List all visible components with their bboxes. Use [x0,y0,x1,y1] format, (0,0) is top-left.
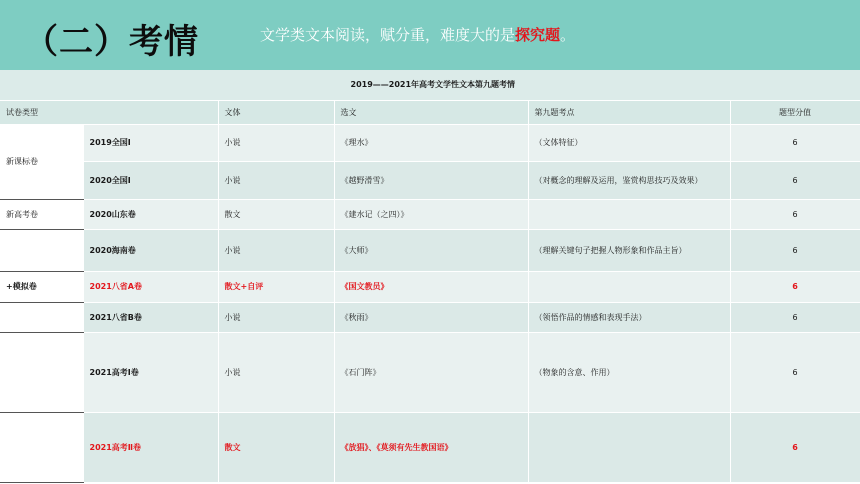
cell-paper: 2020海南卷 [83,229,218,271]
cell-point: （领悟作品的情感和表现手法） [528,302,730,332]
table-row [0,124,860,161]
table-row [0,412,860,482]
group-label: 新课标卷 [0,124,83,199]
table-header-row [0,100,860,124]
cell-point [528,199,730,229]
cell-paper: 2021八省A卷 [83,271,218,302]
cell-text: 《秋雨》 [334,302,528,332]
cell-genre: 小说 [218,124,334,161]
cell-genre: 散文 [218,412,334,482]
group-label: +模拟卷 [0,271,83,302]
cell-point: （文体特征） [528,124,730,161]
header-bar [0,0,860,70]
cell-text: 《越野滑雪》 [334,161,528,199]
cell-text: 《国文教员》 [334,271,528,302]
cell-paper: 2021八省B卷 [83,302,218,332]
cell-score: 6 [730,412,860,482]
cell-text: 《理水》 [334,124,528,161]
col-header-genre: 文体 [218,100,334,124]
cell-text: 《建水记（之四）》 [334,199,528,229]
cell-point [528,412,730,482]
col-header-text: 选文 [334,100,528,124]
cell-paper: 2019全国Ⅰ [83,124,218,161]
group-label-empty [0,302,83,332]
group-label-empty [0,412,83,482]
cell-score: 6 [730,332,860,412]
subtitle-text: 文学类文本阅读，赋分重，难度大的是 [260,26,516,44]
cell-paper: 2020山东卷 [83,199,218,229]
cell-paper: 2021高考Ⅱ卷 [83,412,218,482]
cell-point: （理解关键句子把握人物形象和作品主旨） [528,229,730,271]
exam-table [0,70,860,483]
table-row [0,199,860,229]
cell-score: 6 [730,199,860,229]
col-header-score: 题型分值 [730,100,860,124]
subtitle-highlight: 探究题 [515,26,561,44]
cell-genre: 散文+自评 [218,271,334,302]
cell-score: 6 [730,271,860,302]
group-label: 新高考卷 [0,199,83,229]
subtitle-suffix: 。 [560,26,576,44]
cell-point: （物象的含意、作用） [528,332,730,412]
cell-genre: 小说 [218,332,334,412]
page-title: （二）考情 [24,22,199,62]
table-row [0,302,860,332]
subtitle [260,24,575,45]
cell-text: 《石门阵》 [334,332,528,412]
cell-genre: 小说 [218,229,334,271]
group-label-empty [0,332,83,412]
table-row [0,229,860,271]
cell-text: 《大师》 [334,229,528,271]
cell-text: 《放猖》、《莫须有先生教国语》 [334,412,528,482]
table-caption: 2019——2021年高考文学性文本第九题考情 [0,70,860,100]
cell-score: 6 [730,229,860,271]
group-label-empty [0,229,83,271]
cell-genre: 散文 [218,199,334,229]
cell-genre: 小说 [218,161,334,199]
cell-point: （对概念的理解及运用，鉴赏构思技巧及效果） [528,161,730,199]
cell-point [528,271,730,302]
col-header-paper: 试卷类型 [0,100,218,124]
cell-score: 6 [730,161,860,199]
table-row [0,161,860,199]
col-header-point: 第九题考点 [528,100,730,124]
cell-paper: 2021高考Ⅰ卷 [83,332,218,412]
table-row [0,332,860,412]
table-caption-row [0,70,860,100]
cell-score: 6 [730,302,860,332]
cell-genre: 小说 [218,302,334,332]
cell-paper: 2020全国Ⅰ [83,161,218,199]
cell-score: 6 [730,124,860,161]
table-row [0,271,860,302]
